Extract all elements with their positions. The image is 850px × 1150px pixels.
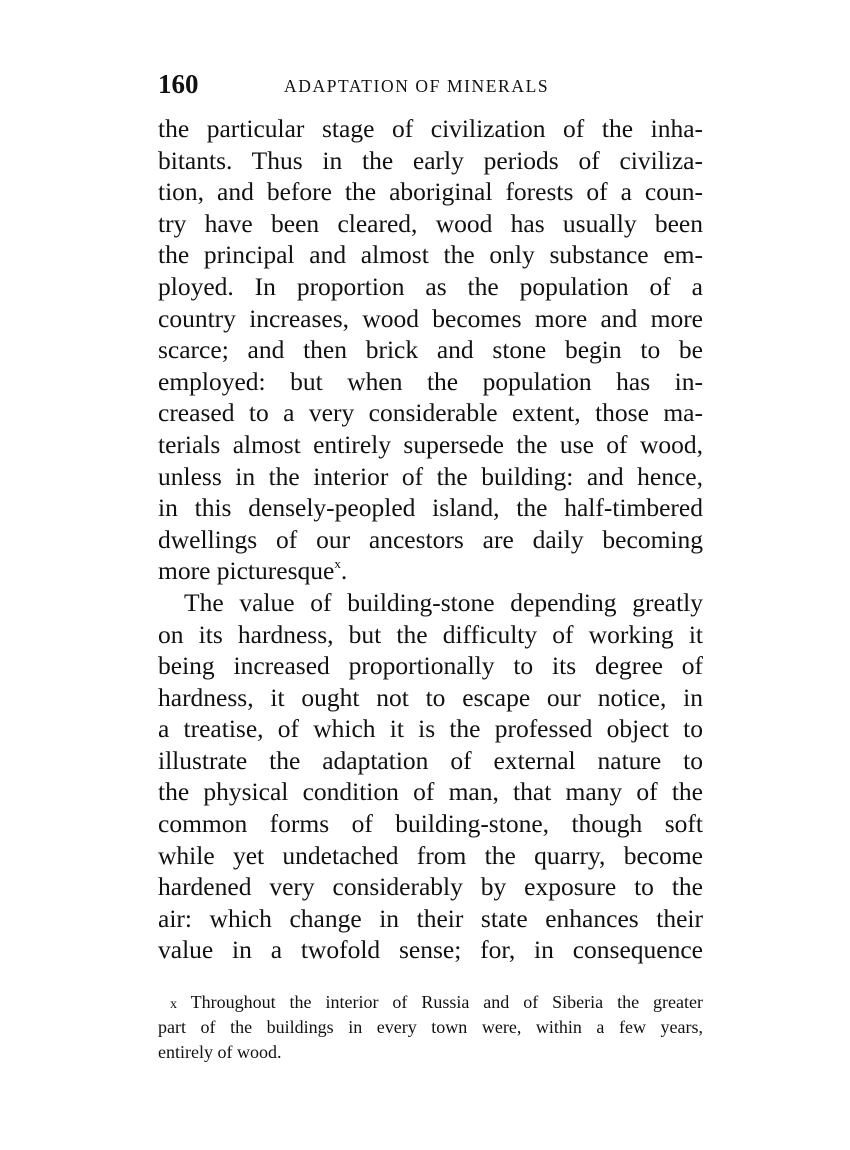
text-line: dwellings of our ancestors are daily becoming	[158, 524, 703, 554]
footnote-marker: x	[170, 997, 177, 1012]
text-line: the particular stage of civilization of the inha-	[158, 114, 703, 143]
text-line: terials almost entirely supersede the use of wood,	[158, 429, 703, 459]
page-header	[158, 64, 703, 104]
text-line: in this densely-peopled island, the half-timbered	[158, 493, 703, 523]
text-line: country increases, wood becomes more and more	[158, 303, 703, 333]
text-line: scarce; and then brick and stone begin to be	[158, 335, 703, 365]
paragraph-start-line: The value of building-stone depending greatly	[184, 587, 703, 617]
text-line: tion, and before the aboriginal forests of a coun-	[158, 177, 703, 207]
footnote-line: entirely of wood.	[158, 1042, 282, 1062]
footnote-reference[interactable]: x	[334, 556, 341, 572]
text-line: common forms of building-stone, though soft	[158, 809, 703, 839]
footnote-line: part of the buildings in every town were, within a few years,	[158, 1017, 703, 1037]
text-line: unless in the interior of the building: and hence,	[158, 461, 703, 491]
text-line: ployed. In proportion as the population of a	[158, 271, 703, 301]
text-fragment: more picturesque	[158, 556, 335, 586]
text-line: employed: but when the population has in-	[158, 366, 703, 396]
text-line: illustrate the adaptation of external nature to	[158, 745, 703, 775]
running-head: ADAPTATION OF MINERALS	[284, 76, 550, 96]
text-fragment: .	[340, 556, 348, 586]
text-line: the physical condition of man, that many of the	[158, 777, 703, 807]
text-line: hardened very considerably by exposure to the	[158, 872, 703, 902]
text-line: the principal and almost the only substance em-	[158, 240, 703, 270]
text-line: a treatise, of which it is the professed object to	[158, 714, 703, 744]
paragraph-end-line	[158, 555, 703, 587]
text-line: being increased proportionally to its degree of	[158, 651, 703, 681]
text-line: bitants. Thus in the early periods of civiliza-	[158, 145, 703, 175]
text-line: try have been cleared, wood has usually been	[158, 208, 703, 238]
text-line: while yet undetached from the quarry, become	[158, 840, 703, 870]
page-number: 160	[158, 69, 199, 99]
footnote	[158, 990, 703, 1065]
text-line: creased to a very considerable extent, those ma-	[158, 398, 703, 428]
text-line: air: which change in their state enhances their	[158, 903, 703, 933]
text-line: value in a twofold sense; for, in consequence	[158, 935, 703, 965]
text-line: on its hardness, but the difficulty of working it	[158, 619, 703, 649]
text-line: hardness, it ought not to escape our notice, in	[158, 682, 703, 712]
body-text	[158, 113, 703, 966]
footnote-line	[158, 990, 703, 1015]
footnote-text: Throughout the interior of Russia and of Siberia the greater	[190, 992, 703, 1012]
